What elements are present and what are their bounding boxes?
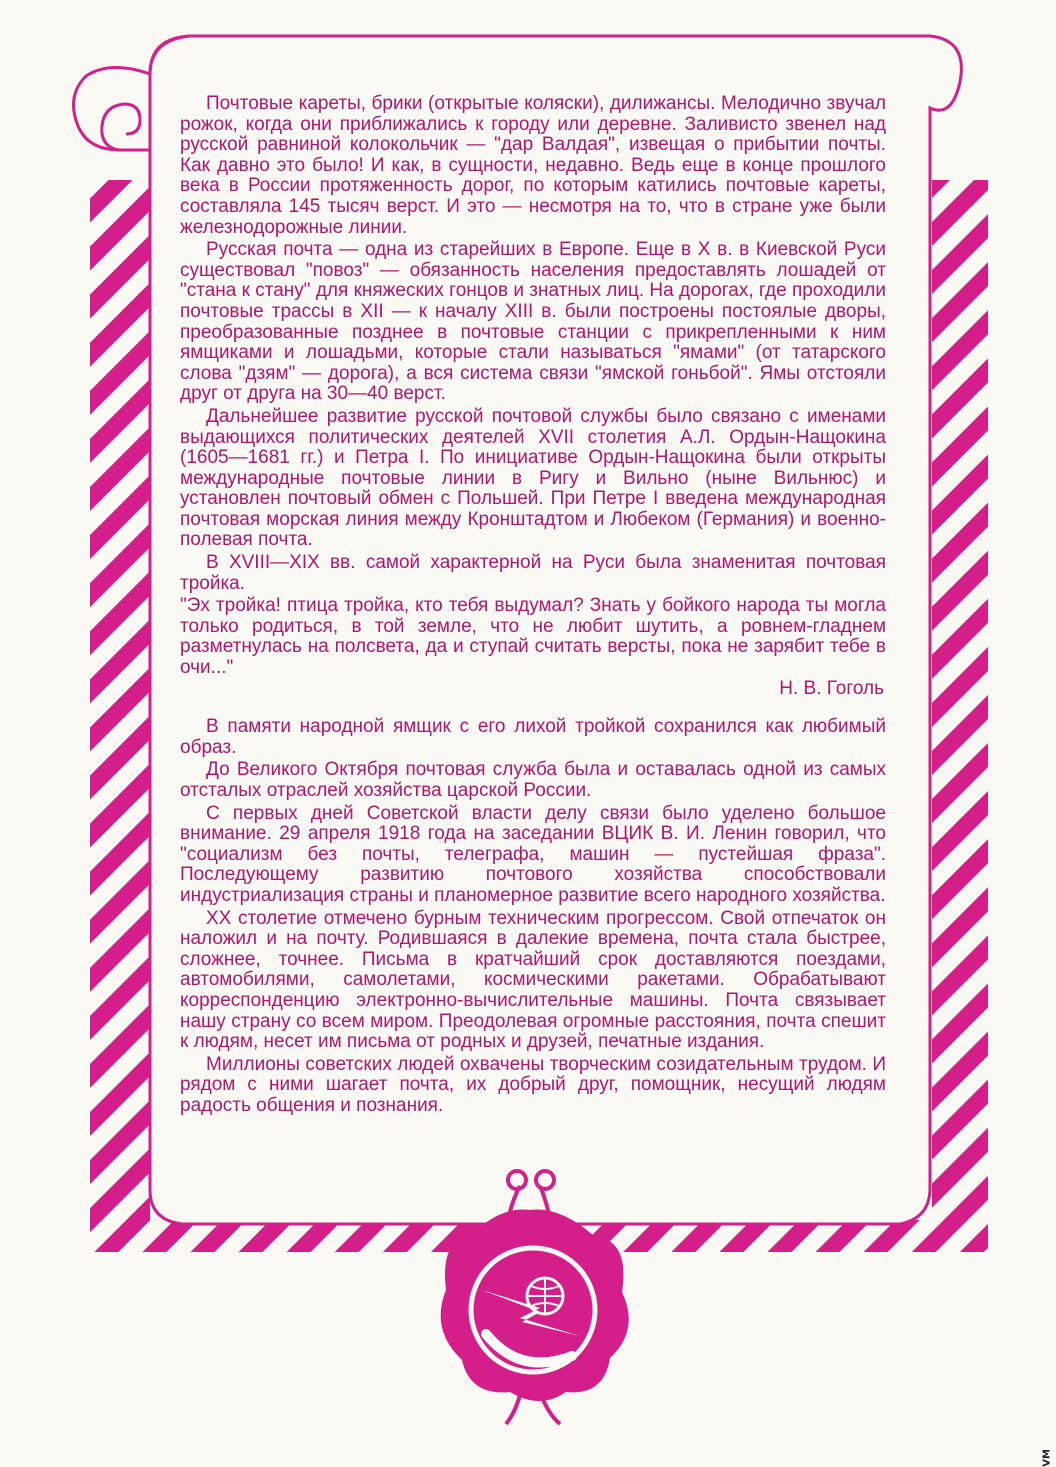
paragraph: Дальнейшее развитие русской почтовой службы было связано с именами выдающихся политических деятелей XVII столетия А.Л. Ордын-Нащокина (1605—1681 гг.) и Петра I. По инициативе Ордын-Нащокина были открыты международные почтовые линии в Ригу и Вильно (ныне Вильнюс) и установлен почтовый обмен с Польшей. При Петре I введена международная почтовая морская линия между Кронштадтом и Любеком (Германия) и военно-полевая почта.: [180, 405, 886, 551]
paragraph: В памяти народной ямщик с его лихой тройкой сохранился как любимый образ.: [180, 716, 886, 758]
paragraph: До Великого Октября почтовая служба была и оставалась одной из самых отсталых отраслей хозяйства царской России.: [180, 759, 886, 801]
watermark: VM: [1042, 1449, 1053, 1467]
gogol-quote: "Эх тройка! птица тройка, кто тебя выдумал? Знать у бойкого народа ты могла только родиться, в той земле, что не любит шутить, а ровнем-гладнем разметнулась на полсвета, да и ступай считать версты, пока не зарябит тебе в очи...": [180, 595, 886, 679]
paragraph: В XVIII—XIX вв. самой характерной на Руси была знаменитая почтовая тройка.: [180, 552, 886, 594]
paragraph: Миллионы советских людей охвачены творческим созидательным трудом. И рядом с ними шагает почта, их добрый друг, помощник, несущий людям радость общения и познания.: [180, 1053, 886, 1116]
paragraph: С первых дней Советской власти делу связи было уделено большое внимание. 29 апреля 1918 года на заседании ВЦИК В. И. Ленин говорил, что "социализм без почты, телеграфа, машин — пустейшая фраза". Последующему развитию почтового хозяйства способствовали индустриализация страны и планомерное развитие всего народного хозяйства.: [180, 802, 886, 906]
paragraph: Почтовые кареты, брики (открытые коляски), дилижансы. Мелодично звучал рожок, когда они приближались к городу или деревне. Заливисто звенел над русской равниной колокольчик — "дар Валдая", извещая о прибытии почты. Как давно это было! И как, в сущности, недавно. Ведь еще в конце прошлого века в России протяженность дорог, по которым катились почтовые кареты, составляла 145 тысяч верст. И это — несмотря на то, что в стране уже были железнодорожные линии.: [180, 93, 886, 238]
paragraph: Русская почта — одна из старейших в Европе. Еще в X в. в Киевской Руси существовал "повоз" — обязанность населения предоставлять лошадей от "стана к стану" для княжеских гонцов и знатных лиц. На дорогах, где проходили почтовые трассы в XII — к началу XIII в. были построены постоялые дворы, преобразованные позднее в почтовые станции с прикрепленными к ним ямщиками и лошадьми, которые стали называться "ямами" (от татарского слова "дзям" — дорога), а вся система связи "ямской гоньбой". Ямы отстояли друг от друга на 30—40 верст.: [180, 239, 886, 405]
paragraph: XX столетие отмечено бурным техническим прогрессом. Свой отпечаток он наложил и на почту. Родившаяся в далекие времена, почта стала быстрее, сложнее, точнее. Письма в кратчайший срок доставляются поездами, автомобилями, самолетами, космическими ракетами. Обрабатывают корреспонденцию электронно-вычислительные машины. Почта связывает нашу страну со всем миром. Преодолевая огромные расстояния, почта спешит к людям, несет им письма от родных и друзей, печатные издания.: [180, 907, 886, 1053]
article-text: [180, 94, 886, 1119]
quote-author: Н. В. Гоголь: [779, 677, 884, 699]
